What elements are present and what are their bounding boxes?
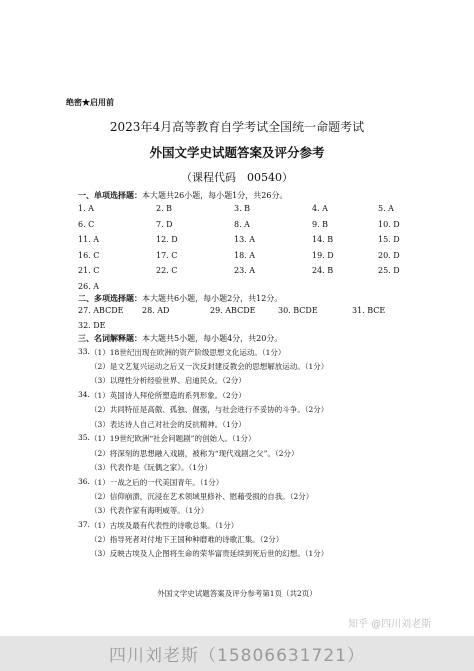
answer-cell: 2. B	[156, 204, 173, 213]
answer-point-line: （3）以理性分析经验世界、启迪民众。（2分）	[90, 376, 246, 386]
answer-point-line: （2）将深刻的思想融入戏剧，被称为“现代戏剧之父”。（2分）	[90, 448, 299, 458]
answer-cell: 19. D	[312, 250, 334, 260]
answer-cell: 32. DE	[78, 321, 106, 330]
section-heading-multiple-choice	[78, 293, 282, 304]
section-label: 一、单项选择题：	[78, 190, 142, 200]
answer-cell: 7. D	[156, 219, 173, 229]
answer-cell: 12. D	[156, 235, 178, 244]
section-heading-term-explanation	[78, 333, 282, 344]
answer-cell: 14. B	[312, 235, 334, 244]
answer-cell: 20. D	[378, 250, 400, 260]
answer-cell: 4. A	[312, 204, 328, 213]
question-number: 37.	[78, 519, 90, 529]
section-description: 本大题共5小题，每小题4分，共20分。	[142, 334, 283, 343]
zhihu-watermark: 知乎 @四川刘老斯	[348, 619, 432, 630]
answer-point-line: （1）19世纪欧洲“社会问题剧”的创始人。（1分）	[90, 434, 256, 444]
watermark-banner-text: 四川刘老斯（15806631721）	[109, 646, 365, 666]
answer-point-line: （3）代表作是《玩偶之家》。（1分）	[90, 462, 213, 472]
answer-point-line: （1）一战之后的一代美国青年。（1分）	[90, 477, 224, 487]
answer-cell: 25. D	[378, 266, 400, 275]
section-description: 本大题共6小题，每小题2分，共12分。	[142, 294, 283, 303]
answer-cell: 16. C	[78, 250, 100, 260]
answer-cell: 30. BCDE	[278, 306, 318, 315]
answer-row	[78, 321, 378, 333]
answer-point-line: （2）是文艺复兴运动之后又一次反封建反教会的思想解放运动。（1分）	[90, 362, 329, 372]
answer-point-line: （2）共同特征是高傲、孤独、倔强，与社会进行不妥协的斗争。（2分）	[90, 405, 329, 415]
section-label: 二、多项选择题：	[78, 293, 142, 303]
section-description: 本大题共26小题，每小题1分，共26分。	[142, 191, 288, 200]
answer-row	[78, 235, 400, 247]
section-label: 三、名词解释题：	[78, 333, 142, 343]
answer-row	[78, 250, 400, 263]
answer-cell: 21. C	[78, 266, 100, 275]
course-code: （课程代码 00540）	[181, 171, 293, 184]
watermark-banner	[0, 636, 474, 671]
answer-point-line: （1）古埃及最有代表性的诗歌总集。（1分）	[90, 520, 239, 530]
answer-row	[78, 266, 400, 278]
answer-cell: 23. A	[234, 266, 256, 275]
answer-point-line: （1）18世纪出现在欧洲的资产阶级思想文化运动。（1分）	[90, 348, 286, 357]
answer-cell: 13. A	[234, 235, 256, 244]
answer-cell: 8. A	[234, 219, 250, 229]
answer-cell: 27. ABCDE	[78, 306, 124, 315]
question-number: 34.	[78, 390, 90, 400]
answer-cell: 24. B	[312, 266, 334, 275]
question-number: 33.	[78, 347, 90, 356]
answer-point-line: （3）反映古埃及人企图将生命的荣华富贵延续到死后世的幻想。（1分）	[90, 549, 329, 559]
answer-cell: 1. A	[78, 204, 94, 213]
answer-cell: 9. B	[312, 219, 329, 229]
answer-row	[78, 306, 386, 318]
question-number: 35.	[78, 433, 90, 443]
answer-cell: 3. B	[234, 204, 251, 213]
answer-cell: 29. ABCDE	[210, 306, 256, 315]
answer-point-line: （2）信仰崩溃，沉浸在艺术领域里修补、慰藉受损的自我。（2分）	[90, 491, 314, 501]
page-footer: 外国文学史试题答案及评分参考第1页（共2页）	[157, 589, 317, 598]
answer-cell: 26. A	[78, 281, 100, 291]
answer-cell: 11. A	[78, 235, 100, 244]
answer-cell: 28. AD	[142, 306, 170, 315]
answer-cell: 22. C	[156, 266, 178, 275]
section-heading-single-choice	[78, 190, 287, 201]
answer-cell: 10. D	[378, 219, 400, 229]
answer-row	[78, 282, 378, 294]
answer-row	[78, 204, 394, 216]
question-number: 36.	[78, 476, 90, 486]
answer-cell: 6. C	[78, 219, 95, 229]
answer-point-line: （3）代表作家有海明威等。（1分）	[90, 506, 209, 515]
answer-cell: 5. A	[378, 204, 394, 213]
confidential-mark: 绝密★启用前	[66, 97, 114, 107]
answer-point-line: （2）指导死者对付地下王国种种磨难的诗歌汇集。（2分）	[90, 535, 284, 544]
answer-row	[78, 219, 400, 232]
answer-cell: 31. BCE	[352, 306, 386, 315]
subject-title: 外国文学史试题答案及评分参考	[149, 145, 325, 160]
answer-cell: 17. C	[156, 250, 178, 260]
exam-title: 2023年4月高等教育自学考试全国统一命题考试	[109, 120, 365, 134]
answer-point-line: （3）表达诗人自己对社会的反抗精神。（1分）	[90, 419, 246, 429]
answer-cell: 18. A	[234, 250, 256, 260]
answer-cell: 15. D	[378, 235, 400, 244]
answer-point-line: （1）英国诗人拜伦所塑造的系列形象。（2分）	[90, 391, 246, 401]
